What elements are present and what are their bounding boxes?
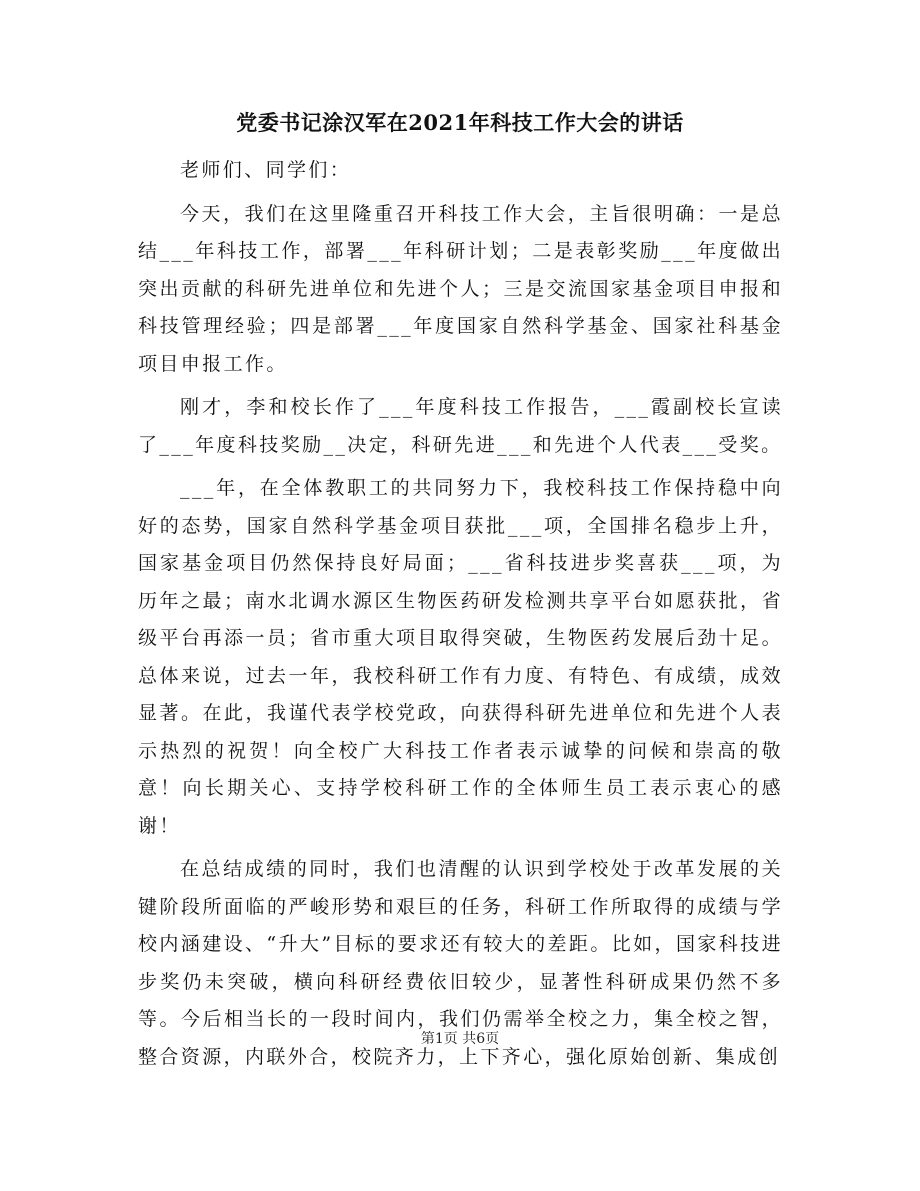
- document-title: 党委书记涂汉军在2021年科技工作大会的讲话: [236, 110, 684, 135]
- page-number-footer: 第1页 共6页: [420, 1031, 500, 1047]
- body-paragraph: 刚才，李和校长作了___年度科技工作报告，___霞副校长宣读了___年度科技奖励__决定，科研先进___和先进个人代表___受奖。: [138, 396, 783, 456]
- document-body: [138, 152, 783, 1076]
- body-paragraph: 在总结成绩的同时，我们也清醒的认识到学校处于改革发展的关键阶段所面临的严峻形势和艰巨的任务，科研工作所取得的成绩与学校内涵建设、“升大”目标的要求还有较大的差距。比如，国家科技进步奖仍未突破，横向科研经费依旧较少，显著性科研成果仍然不多等。今后相当长的一段时间内，我们仍需举全校之力，集全校之智，整合资源，内联外合，校院齐力，上下齐心，强化原始创新、集成创: [138, 858, 783, 1068]
- body-paragraph: 今天，我们在这里隆重召开科技工作大会，主旨很明确：一是总结___年科技工作，部署___年科研计划；二是表彰奖励___年度做出突出贡献的科研先进单位和先进个人；三是交流国家基金项目申报和科技管理经验；四是部署___年度国家自然科学基金、国家社科基金项目申报工作。: [138, 202, 783, 375]
- greeting-paragraph: 老师们、同学们：: [180, 159, 352, 181]
- body-paragraph: ___年，在全体教职工的共同努力下，我校科技工作保持稳中向好的态势，国家自然科学基金项目获批___项，全国排名稳步上升，国家基金项目仍然保持良好局面；___省科技进步奖喜获___项，为历年之最；南水北调水源区生物医药研发检测共享平台如愿获批，省级平台再添一员；省市重大项目取得突破，生物医药发展后劲十足。总体来说，过去一年，我校科研工作有力度、有特色、有成绩，成效显著。在此，我谨代表学校党政，向获得科研先进单位和先进个人表示热烈的祝贺！向全校广大科技工作者表示诚挚的问候和崇高的敬意！向长期关心、支持学校科研工作的全体师生员工表示衷心的感谢！: [138, 477, 783, 837]
